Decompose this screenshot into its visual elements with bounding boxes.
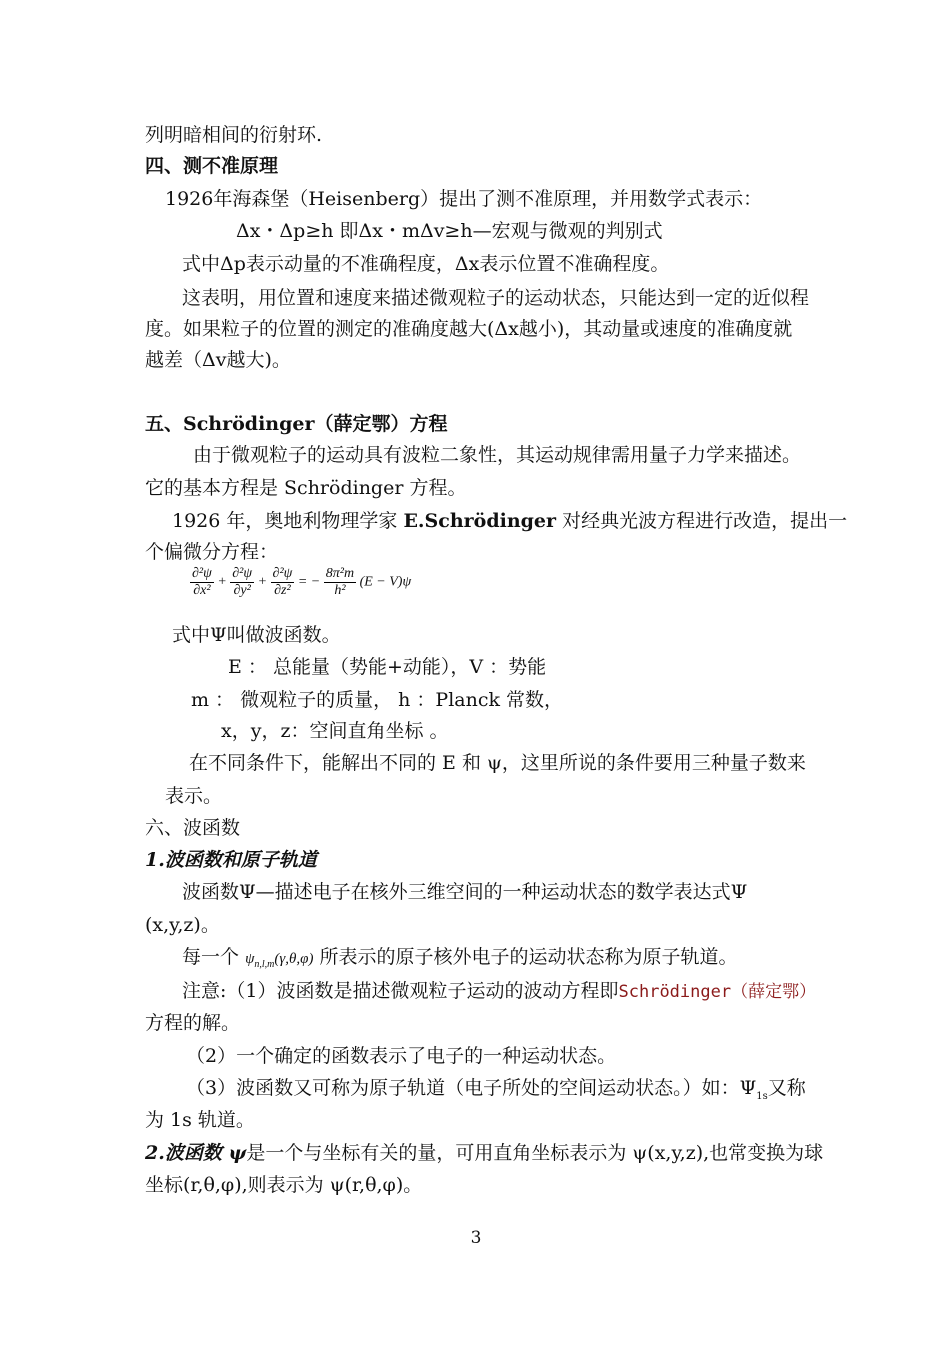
text-line: （2）一个确定的函数表示了电子的一种运动状态。 <box>186 1045 617 1067</box>
subsection-heading: 1.波函数和原子轨道 <box>145 849 317 871</box>
text-part: 是一个与坐标有关的量，可用直角坐标表示为 ψ(x,y,z),也常变换为球 <box>246 1142 824 1164</box>
text-line: 由于微观粒子的运动具有波粒二象性，其运动规律需用量子力学来描述。 <box>193 444 802 466</box>
text-line <box>182 944 738 978</box>
text-line: 波函数Ψ—描述电子在核外三维空间的一种运动状态的数学表达式Ψ <box>182 881 748 903</box>
text-line: x，y，z：空间直角坐标 。 <box>221 720 449 742</box>
heading-part: （薛定鄂）方程 <box>314 413 448 435</box>
text-part: Schrödinger（薛定鄂） <box>618 982 817 1002</box>
eq-fraction: $\frac{\text{∂²ψ}}{\text{∂z²}}$ <box>272 566 293 598</box>
psi-nlm-symbol: $\psi_{n,l,m}(\gamma,\theta,\varphi)$ <box>245 951 314 970</box>
text-line: 个偏微分方程： <box>145 541 279 563</box>
text-part: 又称 <box>767 1077 806 1099</box>
text-part: （3）波函数又可称为原子轨道（电子所处的空间运动状态。）如：Ψ <box>186 1077 757 1099</box>
text-line: E ： 总能量（势能+动能），V ：势能 <box>228 656 547 678</box>
eq-fraction: $\frac{\text{∂²ψ}}{\text{∂x²}}$ <box>192 566 212 598</box>
text-line: 越差（Δv越大)。 <box>145 349 291 371</box>
text-line <box>186 1075 806 1110</box>
section-heading <box>145 411 448 437</box>
section-heading: 六、波函数 <box>145 817 241 839</box>
text-line <box>172 508 847 534</box>
text-line: 坐标(r,θ,φ),则表示为 ψ(r,θ,φ)。 <box>145 1174 423 1196</box>
text-part: 1926 年，奥地利物理学家 <box>172 510 404 532</box>
page-number: 3 <box>470 1228 482 1248</box>
text-line <box>145 1140 823 1166</box>
formula-line: Δx・Δp≥h 即Δx・mΔv≥h—宏观与微观的判别式 <box>236 220 663 242</box>
text-line: 这表明，用位置和速度来描述微观粒子的运动状态，只能达到一定的近似程 <box>182 287 810 309</box>
text-part: 每一个 <box>182 946 240 968</box>
text-part: 2.波函数 ψ <box>145 1142 247 1164</box>
eq-fraction: $\frac{\text{8π²m}}{\text{h²}}$ <box>325 566 355 598</box>
heading-part: 五、 <box>145 413 184 435</box>
text-line: 式中Δp表示动量的不准确程度，Δx表示位置不准确程度。 <box>182 253 670 275</box>
text-part: 注意:（1）波函数是描述微观粒子运动的波动方程即 <box>182 980 619 1002</box>
text-line: 在不同条件下，能解出不同的 E 和 ψ，这里所说的条件要用三种量子数来 <box>189 752 806 774</box>
eq-fraction: $\frac{\text{∂²ψ}}{\text{∂y²}}$ <box>232 566 253 598</box>
schrodinger-equation: $\frac{\text{∂²ψ}}{\text{∂x²}}$ + $\frac{\text{∂²ψ}}{\text{∂y²}}$ + $\frac{\text{∂²ψ}}{\text{∂z²}}$ = − $\frac{\text{8π²m}}{\text{h²}}$ (E − V)ψ <box>192 566 412 598</box>
text-line: m ： 微观粒子的质量， h ：Planck 常数， <box>191 689 564 711</box>
text-line: 式中Ψ叫做波函数。 <box>172 624 341 646</box>
text-line: 它的基本方程是 Schrödinger 方程。 <box>145 477 467 499</box>
text-part: E.Schrödinger <box>403 510 557 532</box>
text-line: 列明暗相间的衍射环. <box>145 124 323 146</box>
text-line: 方程的解。 <box>145 1012 241 1034</box>
text-part: 1s <box>756 1090 768 1102</box>
text-line <box>182 978 816 1005</box>
text-part: 所表示的原子核外电子的运动状态称为原子轨道。 <box>319 946 738 968</box>
section-heading: 四、测不准原理 <box>145 155 279 177</box>
text-line: 表示。 <box>165 785 223 807</box>
text-line: 为 1s 轨道。 <box>145 1109 255 1131</box>
text-line: 1926年海森堡（Heisenberg）提出了测不准原理，并用数学式表示： <box>165 188 763 210</box>
text-part: 对经典光波方程进行改造，提出一 <box>556 510 848 532</box>
eq-tail: (E − V)ψ <box>359 574 412 590</box>
text-line: (x,y,z)。 <box>145 914 220 936</box>
text-line: 度。如果粒子的位置的测定的准确度越大(Δx越小)，其动量或速度的准确度就 <box>145 318 793 340</box>
heading-part: Schrödinger <box>183 413 315 435</box>
